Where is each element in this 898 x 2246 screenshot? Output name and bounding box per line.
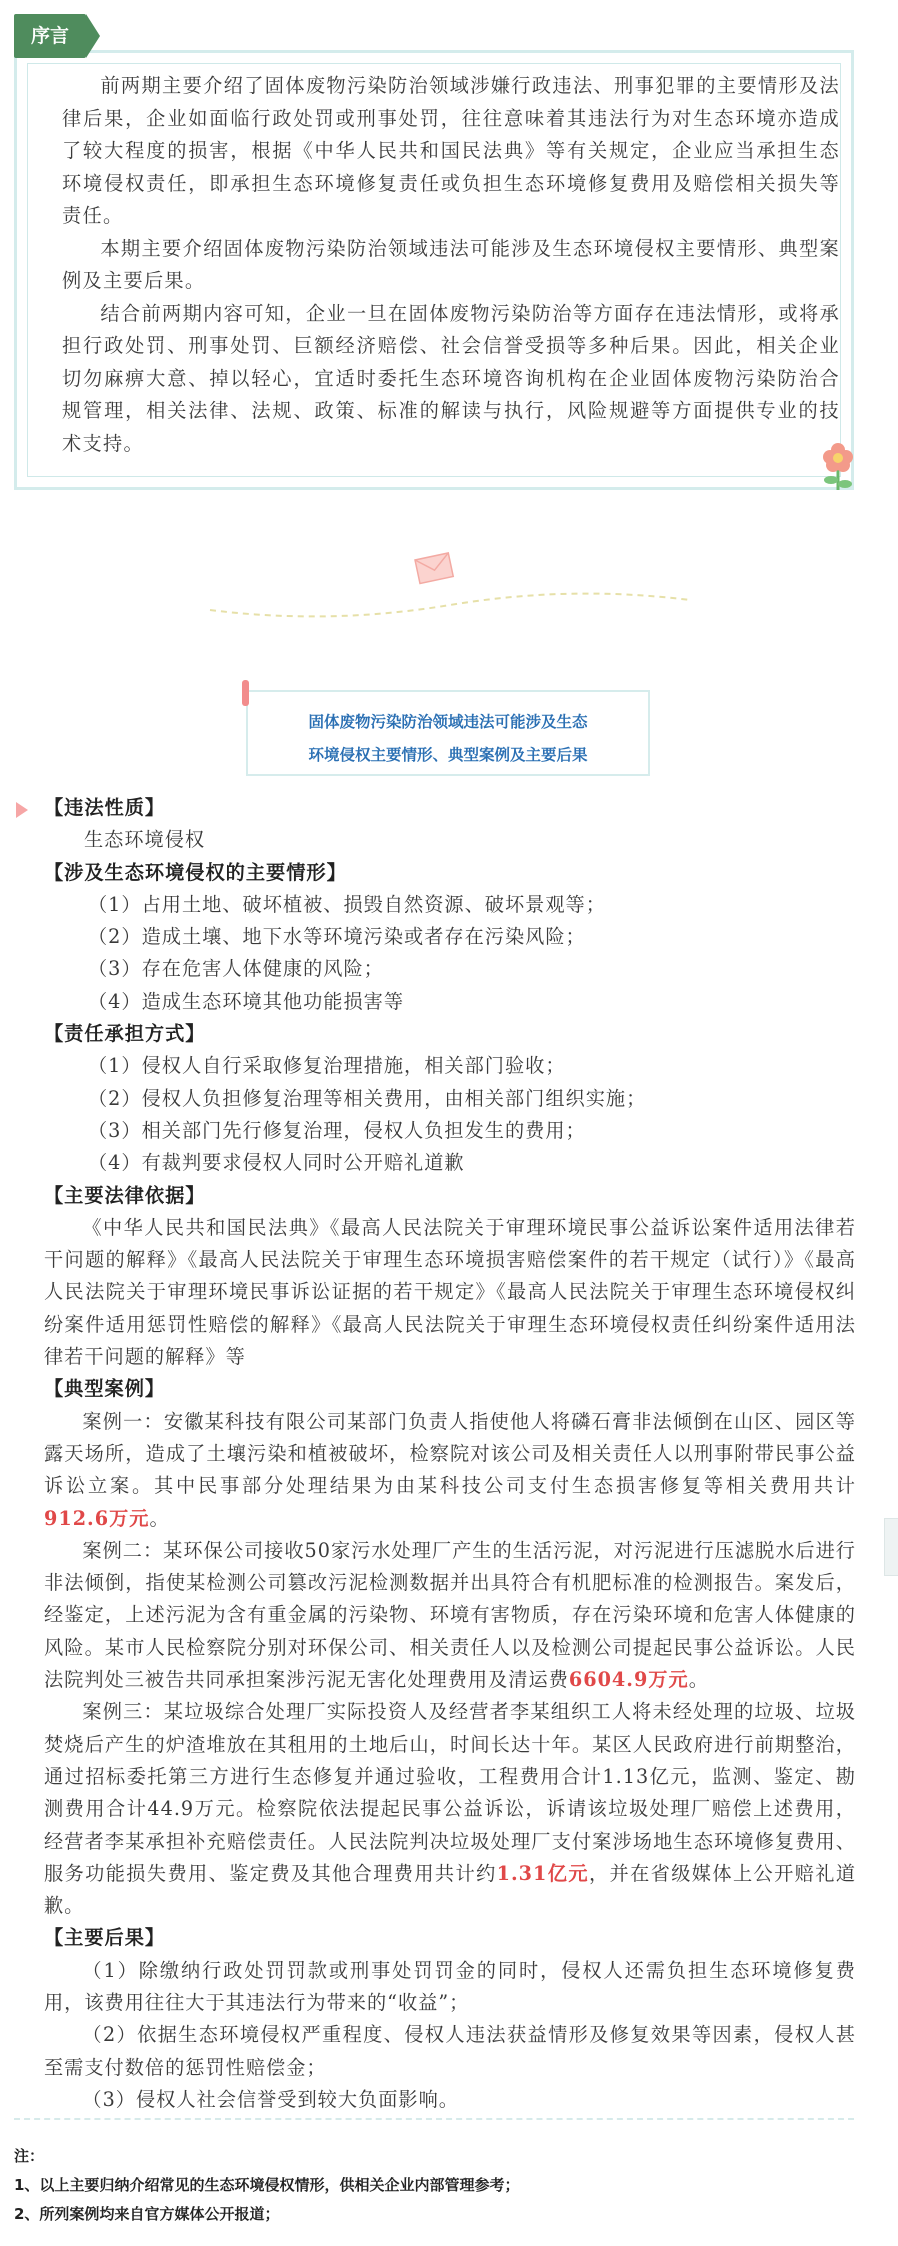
case-1-text: 案例一：安徽某科技有限公司某部门负责人指使他人将磷石膏非法倾倒在山区、园区等露天场所，造成了土壤污染和植被破坏，检察院对该公司及相关责任人以刑事附带民事公益诉讼立案。其中民事部分处理结果为由某科技公司支付生态损害修复等相关费用共计	[44, 1409, 856, 1498]
consequences-heading: 【主要后果】	[44, 1926, 166, 1950]
envelope-decoration-icon	[200, 550, 700, 630]
notes-divider	[14, 2118, 854, 2120]
side-scroll-marker	[884, 1518, 898, 1576]
nature-heading: 【违法性质】	[44, 796, 166, 819]
situations-heading: 【涉及生态环境侵权的主要情形】	[44, 860, 347, 884]
notes	[14, 2142, 874, 2229]
liability-item: （1）侵权人自行采取修复治理措施，相关部门验收；	[88, 1054, 566, 1078]
section-title-line-1: 固体废物污染防治领域违法可能涉及生态	[308, 713, 588, 731]
liability-item: （3）相关部门先行修复治理，侵权人负担发生的费用；	[88, 1118, 586, 1142]
preface-paragraph-2: 本期主要介绍固体废物污染防治领域违法可能涉及生态环境侵权主要情形、典型案例及主要后果。	[62, 236, 840, 292]
notes-label: 注：	[14, 2147, 45, 2165]
article-body	[44, 792, 856, 2116]
preface-text	[62, 70, 840, 460]
section-title-accent	[242, 680, 249, 706]
case-2-amount: 6604.9万元	[568, 1668, 689, 1692]
consequence-item: （2）依据生态环境侵权严重程度、侵权人违法获益情形及修复效果等因素，侵权人甚至需支付数倍的惩罚性赔偿金；	[44, 2023, 856, 2079]
case-1	[44, 1406, 856, 1535]
nature-text: 生态环境侵权	[84, 828, 206, 852]
preface-paragraph-3: 结合前两期内容可知，企业一旦在固体废物污染防治等方面存在违法情形，或将承担行政处罚、刑事处罚、巨额经济赔偿、社会信誉受损等多种后果。因此，相关企业切勿麻痹大意、掉以轻心，宜适时委托生态环境咨询机构在企业固体废物污染防治合规管理，相关法律、法规、政策、标准的解读与执行，风险规避等方面提供专业的技术支持。	[62, 301, 840, 455]
situation-item: （1）占用土地、破坏植被、损毁自然资源、破坏景观等；	[88, 892, 606, 916]
flower-icon	[820, 440, 856, 492]
law-text: 《中华人民共和国民法典》《最高人民法院关于审理环境民事公益诉讼案件适用法律若干问题的解释》《最高人民法院关于审理生态环境损害赔偿案件的若干规定（试行）》《最高人民法院关于审理环境民事诉讼证据的若干规定》《最高人民法院关于审理生态环境侵权纠纷案件适用惩罚性赔偿的解释》《最高人民法院关于审理生态环境侵权责任纠纷案件适用法律若干问题的解释》等	[44, 1215, 856, 1369]
case-3-amount: 1.31亿元	[496, 1861, 589, 1885]
cases-heading: 【典型案例】	[44, 1377, 166, 1401]
case-1-end: 。	[149, 1506, 170, 1530]
case-1-amount: 912.6万元	[44, 1506, 150, 1530]
section-title-line-2: 环境侵权主要情形、典型案例及主要后果	[308, 746, 588, 764]
arrow-icon	[16, 802, 28, 818]
note-item: 2、所列案例均来自官方媒体公开报道；	[14, 2205, 280, 2223]
case-2-text: 案例二：某环保公司接收50家污水处理厂产生的生活污泥，对污泥进行压滤脱水后进行非法倾倒，指使某检测公司篡改污泥检测数据并出具符合有机肥标准的检测报告。案发后，经鉴定，上述污泥为含有重金属的污染物、环境有害物质，存在污染环境和危害人体健康的风险。某市人民检察院分别对环保公司、相关责任人以及检测公司提起民事公益诉讼。人民法院判处三被告共同承担案涉污泥无害化处理费用及清运费	[44, 1538, 856, 1692]
case-2	[44, 1535, 856, 1696]
situation-item: （3）存在危害人体健康的风险；	[88, 957, 384, 981]
consequence-item: （3）侵权人社会信誉受到较大负面影响。	[82, 2087, 459, 2111]
consequence-item: （1）除缴纳行政处罚罚款或刑事处罚罚金的同时，侵权人还需负担生态环境修复费用，该费用往往大于其违法行为带来的“收益”；	[44, 1958, 856, 2014]
liability-item: （2）侵权人负担修复治理等相关费用，由相关部门组织实施；	[88, 1086, 647, 1110]
case-3-text: 案例三：某垃圾综合处理厂实际投资人及经营者李某组织工人将未经处理的垃圾、垃圾焚烧后产生的炉渣堆放在其租用的土地后山，时间长达十年。某区人民政府进行前期整治，通过招标委托第三方进行生态修复并通过验收，工程费用合计1.13亿元，监测、鉴定、勘测费用合计44.9万元。检察院依法提起民事公益诉讼，诉请该垃圾处理厂赔偿上述费用，经营者李某承担补充赔偿责任。人民法院判决垃圾处理厂支付案涉场地生态环境修复费用、服务功能损失费用、鉴定费及其他合理费用共计约	[44, 1700, 856, 1885]
section-title	[246, 706, 650, 772]
case-3	[44, 1696, 856, 1922]
liability-item: （4）有裁判要求侵权人同时公开赔礼道歉	[88, 1151, 465, 1175]
law-heading: 【主要法律依据】	[44, 1183, 206, 1207]
preface-tag: 序言	[14, 14, 86, 58]
liability-heading: 【责任承担方式】	[44, 1022, 206, 1046]
situation-item: （4）造成生态环境其他功能损害等	[88, 989, 405, 1013]
situation-item: （2）造成土壤、地下水等环境污染或者存在污染风险；	[88, 925, 586, 949]
note-item: 1、以上主要归纳介绍常见的生态环境侵权情形，供相关企业内部管理参考；	[14, 2176, 520, 2194]
case-2-end: 。	[688, 1668, 709, 1692]
preface-paragraph-1: 前两期主要介绍了固体废物污染防治领域涉嫌行政违法、刑事犯罪的主要情形及法律后果，企业如面临行政处罚或刑事处罚，往往意味着其违法行为对生态环境亦造成了较大程度的损害，根据《中华人民共和国民法典》等有关规定，企业应当承担生态环境侵权责任，即承担生态环境修复责任或负担生态环境修复费用及赔偿相关损失等责任。	[62, 74, 840, 227]
case-3-end: ，并在省级媒体上公开赔礼道歉。	[44, 1861, 857, 1918]
